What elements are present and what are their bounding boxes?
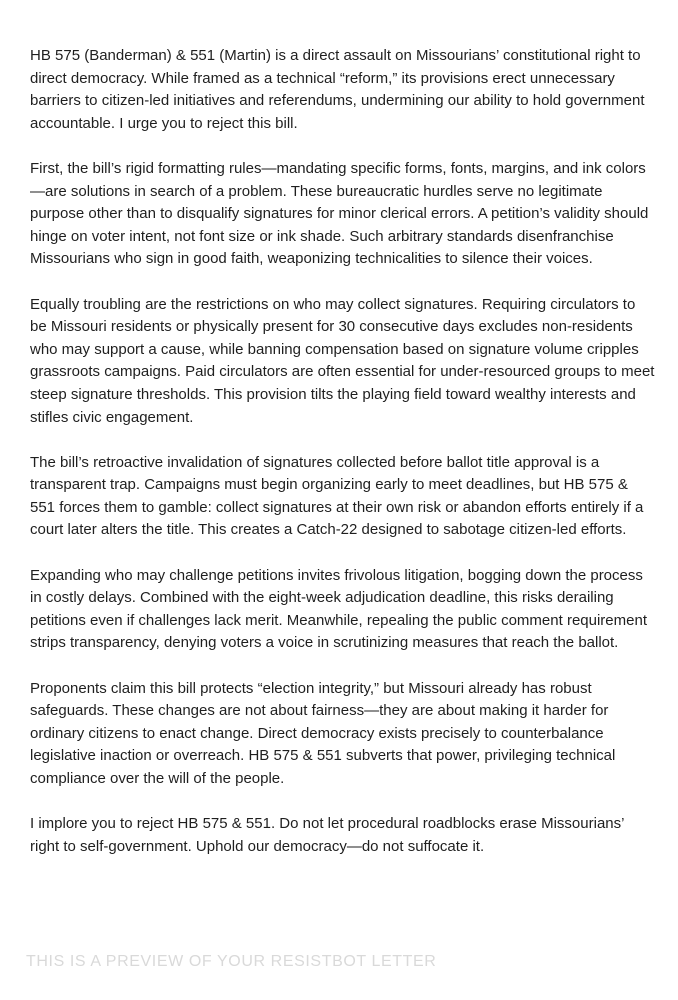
letter-paragraph-6: Proponents claim this bill protects “election integrity,” but Missouri already has robust safeguards. These changes are not about fairness—they are about making it harder for ordinary citizens to enact change. Direct democracy exists precisely to counterbalance legislative inaction or overreach. HB 575 & 551 subverts that power, privileging technical compliance over the will of the people. (30, 679, 616, 787)
letter-paragraph-2: First, the bill’s rigid formatting rules—mandating specific forms, fonts, margins, and ink colors—are solutions in search of a problem. These bureaucratic hurdles serve no legitimate purpose other than to disqualify signatures for minor clerical errors. A petition’s validity should hinge on voter intent, not font size or ink shade. Such arbitrary standards disenfranchise Missourians who sign in good faith, weaponizing technicalities to silence their voices. (30, 159, 649, 268)
letter-body (30, 45, 655, 881)
letter-paragraph-7: I implore you to reject HB 575 & 551. Do not let procedural roadblocks erase Missourians’ right to self-government. Uphold our democracy—do not suffocate it. (30, 815, 624, 855)
letter-paragraph-3: Equally troubling are the restrictions on who may collect signatures. Requiring circulators to be Missouri residents or physically present for 30 consecutive days excludes non-residents who may support a cause, while banning compensation based on signature volume cripples grassroots campaigns. Paid circulators are often essential for under-resourced groups to meet steep signature thresholds. This provision tilts the playing field toward wealthy interests and stifles civic engagement. (30, 295, 655, 426)
letter-paragraph-1: HB 575 (Banderman) & 551 (Martin) is a direct assault on Missourians’ constitutional right to direct democracy. While framed as a technical “reform,” its provisions erect unnecessary barriers to citizen-led initiatives and referendums, undermining our ability to hold government accountable. I urge you to reject this bill. (30, 47, 645, 132)
preview-notice: THIS IS A PREVIEW OF YOUR RESISTBOT LETTER (26, 953, 437, 970)
letter-paragraph-4: The bill’s retroactive invalidation of signatures collected before ballot title approval is a transparent trap. Campaigns must begin organizing early to meet deadlines, but HB 575 & 551 forces them to gamble: collect signatures at their own risk or abandon efforts entirely if a court later alters the title. This creates a Catch-22 designed to sabotage citizen-led efforts. (30, 453, 644, 539)
letter-paragraph-5: Expanding who may challenge petitions invites frivolous litigation, bogging down the process in costly delays. Combined with the eight-week adjudication deadline, this risks derailing petitions even if challenges lack merit. Meanwhile, repealing the public comment requirement strips transparency, denying voters a voice in scrutinizing measures that reach the ballot. (30, 566, 647, 652)
